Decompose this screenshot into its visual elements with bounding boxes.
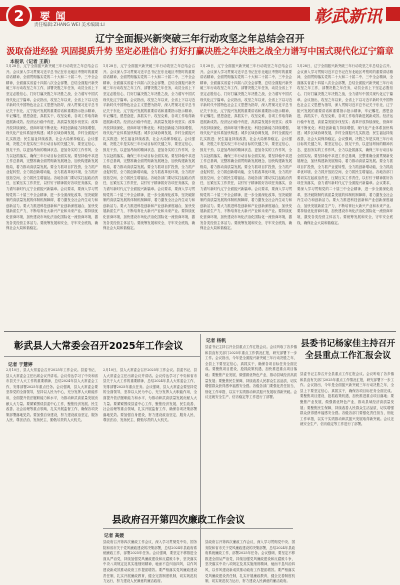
masthead-logo: 彰武新讯 [310,2,386,27]
editor-line: 责任编辑:ZHANG WEI 美术编辑:LI [34,23,105,28]
lead-column-2: 1月28日，辽宁全面振兴新突破三年行动攻坚之年总结会召开。会议深入学习贯彻习近平总书记在东北地区考察时的重要讲话精神，全面贯彻落实党的二十大和二十届二中、三中全会精神，全面落实省委十四届八次全会部署，总结全面振兴新突破三年行动攻坚之年工作，部署决胜之年任务，动员全省上下坚定必胜信心，打好打赢决胜之年决胜之战，全力谱写中国式现代化辽宁篇章。会议指出，攻坚之年以来，全省上下以习近平新时代中国特色社会主义思想为指导，深入贯彻习近平总书记关于东北、辽宁振兴发展的重要讲话和重要指示批示精神，牢记嘱托、感恩奋进，真抓实干、攻坚克难，各项工作取得新进展新成效。经济运行稳中有进，高质量发展步伐坚实；改革开放持续深化，营商环境不断优化；科技创新能力持续增强，现代化产业体系加快构建；城乡区域协调发展，乡村全面振兴扎实推进；民生福祉持续改善，社会大局保持稳定。会议强调，决胜之年是实现三年行动目标的关键之年，要坚定信心、鼓足干劲，以更加昂扬的精神状态、更加务实的工作作风，全力以赴抓落实，确保三年行动目标全面实现。要坚持稳中求进工作总基调，完整准确全面贯彻新发展理念，加快构建新发展格局，着力推动高质量发展。要全力抓项目扩投资，全力抓产业促转型，全力抓创新增动能，全力抓改革优环境，全力抓开放拓空间，全力抓民生增福祉。各地各部门要切实扛起政治责任，压紧压实工作责任，以钉钉子精神抓好各项任务落实，奋力谱写新时代辽宁全面振兴新篇章。会议要求，要深入学习贯彻党的二十届三中全会精神，进一步全面深化改革，坚决破除制约高质量发展的体制机制障碍，着力激发全社会内生动力和创新活力。要大力推进科技创新和产业创新深度融合，加快发展新质生产力，不断培育壮大新兴产业和未来产业。要持续优化营商环境，加快建设市场化法治化国际化一流营商环境，激发各类经营主体活力。要统筹发展和安全，守牢安全底线，确保社会大局和谐稳定。 [103,64,195,231]
article4-headline: 县政府召开第四次廉政工作会议 [112,515,246,526]
article3-byline: 记者 杨帆 [206,339,226,344]
article4-byline: 记者 高媛 [104,534,124,539]
page-header [0,0,400,30]
article2-column-2: 2月10日，县人大常委会召开2025年工作会议。县委书记、县人大常委会主任出席会议并讲话。会议传达学习了中央和省市县关于人大工作的重要精神，总结2024年县人大常委会工作，安排部署2025年重点任务。会议强调，县人大常委会要坚持党的全面领导，坚持以人民为中心，充分发挥人大职能作用，全面提升依法履职能力和水平，为推动彰武高质量发展贡献人大力量。要紧紧围绕县委中心工作，聚焦经济发展、民生改善、社会治理等重点领域，扎实开展监督工作，确保各项决策部署落地见效。要加强自身建设，努力建设政治坚定、服务人民、尊崇法治、发扬民主、勤勉尽责的人大机关。 [103,368,197,423]
article3-column-1: 县委书记主持召开全县重点工作汇报会议。会议听取了各乡镇和县直有关部门2025年重点工作情况汇报，研究部署下一步工作。会议指出，今年是全面振兴新突破三年行动决胜之年，全县上下要坚定信心、真抓实干，确保各项目标任务全面完成。要聚焦项目建设，抢抓政策机遇，加快推进重点项目落地；要聚焦产业发展，做强做优特色产业，推动县域经济高质量发展；要聚焦民生保障，持续改善人民群众生活品质，切实增强群众获得感幸福感安全感。各级各部门要强化责任担当，细化工作举措，以实干实绩推动彰武振兴发展取得新突破。会议还就安全生产、信访稳定等工作进行了部署。 [205,345,297,400]
article2-rule [4,356,200,357]
article4-column-2: 县政府召开第四次廉政工作会议，深入学习贯彻党中央、国务院和省市关于党风廉政建设的决策部署，总结2024年县政府系统廉政工作，部署2025年任务。会议强调，要坚定不移推进全面从严治党，持续加强党风廉政建设和反腐败斗争，坚决落实中央八项规定及其实施细则精神，驰而不息纠治四风，以作风建设新成效推动政府工作提质增效。要严格落实党风廉政建设责任制，扎实开展廉政教育，健全完善制度机制，切实规范权力运行，努力建设人民满意的廉洁政府。 [205,540,296,584]
lead-column-3: 1月28日，辽宁全面振兴新突破三年行动攻坚之年总结会召开。会议深入学习贯彻习近平总书记在东北地区考察时的重要讲话精神，全面贯彻落实党的二十大和二十届二中、三中全会精神，全面落实省委十四届八次全会部署，总结全面振兴新突破三年行动攻坚之年工作，部署决胜之年任务，动员全省上下坚定必胜信心，打好打赢决胜之年决胜之战，全力谱写中国式现代化辽宁篇章。会议指出，攻坚之年以来，全省上下以习近平新时代中国特色社会主义思想为指导，深入贯彻习近平总书记关于东北、辽宁振兴发展的重要讲话和重要指示批示精神，牢记嘱托、感恩奋进，真抓实干、攻坚克难，各项工作取得新进展新成效。经济运行稳中有进，高质量发展步伐坚实；改革开放持续深化，营商环境不断优化；科技创新能力持续增强，现代化产业体系加快构建；城乡区域协调发展，乡村全面振兴扎实推进；民生福祉持续改善，社会大局保持稳定。会议强调，决胜之年是实现三年行动目标的关键之年，要坚定信心、鼓足干劲，以更加昂扬的精神状态、更加务实的工作作风，全力以赴抓落实，确保三年行动目标全面实现。要坚持稳中求进工作总基调，完整准确全面贯彻新发展理念，加快构建新发展格局，着力推动高质量发展。要全力抓项目扩投资，全力抓产业促转型，全力抓创新增动能，全力抓改革优环境，全力抓开放拓空间，全力抓民生增福祉。各地各部门要切实扛起政治责任，压紧压实工作责任，以钉钉子精神抓好各项任务落实，奋力谱写新时代辽宁全面振兴新篇章。会议要求，要深入学习贯彻党的二十届三中全会精神，进一步全面深化改革，坚决破除制约高质量发展的体制机制障碍，着力激发全社会内生动力和创新活力。要大力推进科技创新和产业创新深度融合，加快发展新质生产力，不断培育壮大新兴产业和未来产业。要持续优化营商环境，加快建设市场化法治化国际化一流营商环境，激发各类经营主体活力。要统筹发展和安全，守牢安全底线，确保社会大局和谐稳定。 [200,64,292,231]
column-divider [200,334,201,567]
article2-headline: 彰武县人大常委会召开2025年工作会议 [14,341,183,352]
lead-column-1: 1月28日，辽宁全面振兴新突破三年行动攻坚之年总结会召开。会议深入学习贯彻习近平总书记在东北地区考察时的重要讲话精神，全面贯彻落实党的二十大和二十届二中、三中全会精神，全面落实省委十四届八次全会部署，总结全面振兴新突破三年行动攻坚之年工作，部署决胜之年任务，动员全省上下坚定必胜信心，打好打赢决胜之年决胜之战，全力谱写中国式现代化辽宁篇章。会议指出，攻坚之年以来，全省上下以习近平新时代中国特色社会主义思想为指导，深入贯彻习近平总书记关于东北、辽宁振兴发展的重要讲话和重要指示批示精神，牢记嘱托、感恩奋进，真抓实干、攻坚克难，各项工作取得新进展新成效。经济运行稳中有进，高质量发展步伐坚实；改革开放持续深化，营商环境不断优化；科技创新能力持续增强，现代化产业体系加快构建；城乡区域协调发展，乡村全面振兴扎实推进；民生福祉持续改善，社会大局保持稳定。会议强调，决胜之年是实现三年行动目标的关键之年，要坚定信心、鼓足干劲，以更加昂扬的精神状态、更加务实的工作作风，全力以赴抓落实，确保三年行动目标全面实现。要坚持稳中求进工作总基调，完整准确全面贯彻新发展理念，加快构建新发展格局，着力推动高质量发展。要全力抓项目扩投资，全力抓产业促转型，全力抓创新增动能，全力抓改革优环境，全力抓开放拓空间，全力抓民生增福祉。各地各部门要切实扛起政治责任，压紧压实工作责任，以钉钉子精神抓好各项任务落实，奋力谱写新时代辽宁全面振兴新篇章。会议要求，要深入学习贯彻党的二十届三中全会精神，进一步全面深化改革，坚决破除制约高质量发展的体制机制障碍，着力激发全社会内生动力和创新活力。要大力推进科技创新和产业创新深度融合，加快发展新质生产力，不断培育壮大新兴产业和未来产业。要持续优化营商环境，加快建设市场化法治化国际化一流营商环境，激发各类经营主体活力。要统筹发展和安全，守牢安全底线，确保社会大局和谐稳定。 [6,64,98,231]
article4-column-1: 县政府召开第四次廉政工作会议，深入学习贯彻党中央、国务院和省市关于党风廉政建设的决策部署，总结2024年县政府系统廉政工作，部署2025年任务。会议强调，要坚定不移推进全面从严治党，持续加强党风廉政建设和反腐败斗争，坚决落实中央八项规定及其实施细则精神，驰而不息纠治四风，以作风建设新成效推动政府工作提质增效。要严格落实党风廉政建设责任制，扎实开展廉政教育，健全完善制度机制，切实规范权力运行，努力建设人民满意的廉洁政府。 [103,540,197,584]
lead-headline: 辽宁全面振兴新突破三年行动攻坚之年总结会召开 [95,34,305,45]
lead-subheadline: 汲取奋进经验 巩固提质升势 坚定必胜信心 打好打赢决胜之年决胜之战全力谱写中国式现代化辽宁篇章 [6,47,394,57]
section-label: 要 闻 [40,12,67,23]
article3-column-2: 县委书记主持召开全县重点工作汇报会议。会议听取了各乡镇和县直有关部门2025年重点工作情况汇报，研究部署下一步工作。会议指出，今年是全面振兴新突破三年行动决胜之年，全县上下要坚定信心、真抓实干，确保各项目标任务全面完成。要聚焦项目建设，抢抓政策机遇，加快推进重点项目落地；要聚焦产业发展，做强做优特色产业，推动县域经济高质量发展；要聚焦民生保障，持续改善人民群众生活品质，切实增强群众获得感幸福感安全感。各级各部门要强化责任担当，细化工作举措，以实干实绩推动彰武振兴发展取得新突破。会议还就安全生产、信访稳定等工作进行了部署。 [300,372,394,427]
page-number-badge: 2 [6,3,32,29]
section-divider [4,331,396,332]
lead-byline: 本报讯（记者 王新） [10,60,53,65]
article2-byline: 记者 于慧婷 [8,363,33,368]
article3-headline: 县委书记杨家佳主持召开全县重点工作汇报会议 [300,339,396,361]
article4-rule [103,528,293,529]
article2-column-1: 2月10日，县人大常委会召开2025年工作会议。县委书记、县人大常委会主任出席会议并讲话。会议传达学习了中央和省市县关于人大工作的重要精神，总结2024年县人大常委会工作，安排部署2025年重点任务。会议强调，县人大常委会要坚持党的全面领导，坚持以人民为中心，充分发挥人大职能作用，全面提升依法履职能力和水平，为推动彰武高质量发展贡献人大力量。要紧紧围绕县委中心工作，聚焦经济发展、民生改善、社会治理等重点领域，扎实开展监督工作，确保各项决策部署落地见效。要加强自身建设，努力建设政治坚定、服务人民、尊崇法治、发扬民主、勤勉尽责的人大机关。 [6,368,98,423]
lead-column-4: 1月28日，辽宁全面振兴新突破三年行动攻坚之年总结会召开。会议深入学习贯彻习近平总书记在东北地区考察时的重要讲话精神，全面贯彻落实党的二十大和二十届二中、三中全会精神，全面落实省委十四届八次全会部署，总结全面振兴新突破三年行动攻坚之年工作，部署决胜之年任务，动员全省上下坚定必胜信心，打好打赢决胜之年决胜之战，全力谱写中国式现代化辽宁篇章。会议指出，攻坚之年以来，全省上下以习近平新时代中国特色社会主义思想为指导，深入贯彻习近平总书记关于东北、辽宁振兴发展的重要讲话和重要指示批示精神，牢记嘱托、感恩奋进，真抓实干、攻坚克难，各项工作取得新进展新成效。经济运行稳中有进，高质量发展步伐坚实；改革开放持续深化，营商环境不断优化；科技创新能力持续增强，现代化产业体系加快构建；城乡区域协调发展，乡村全面振兴扎实推进；民生福祉持续改善，社会大局保持稳定。会议强调，决胜之年是实现三年行动目标的关键之年，要坚定信心、鼓足干劲，以更加昂扬的精神状态、更加务实的工作作风，全力以赴抓落实，确保三年行动目标全面实现。要坚持稳中求进工作总基调，完整准确全面贯彻新发展理念，加快构建新发展格局，着力推动高质量发展。要全力抓项目扩投资，全力抓产业促转型，全力抓创新增动能，全力抓改革优环境，全力抓开放拓空间，全力抓民生增福祉。各地各部门要切实扛起政治责任，压紧压实工作责任，以钉钉子精神抓好各项任务落实，奋力谱写新时代辽宁全面振兴新篇章。会议要求，要深入学习贯彻党的二十届三中全会精神，进一步全面深化改革，坚决破除制约高质量发展的体制机制障碍，着力激发全社会内生动力和创新活力。要大力推进科技创新和产业创新深度融合，加快发展新质生产力，不断培育壮大新兴产业和未来产业。要持续优化营商环境，加快建设市场化法治化国际化一流营商环境，激发各类经营主体活力。要统筹发展和安全，守牢安全底线，确保社会大局和谐稳定。 [297,64,393,225]
